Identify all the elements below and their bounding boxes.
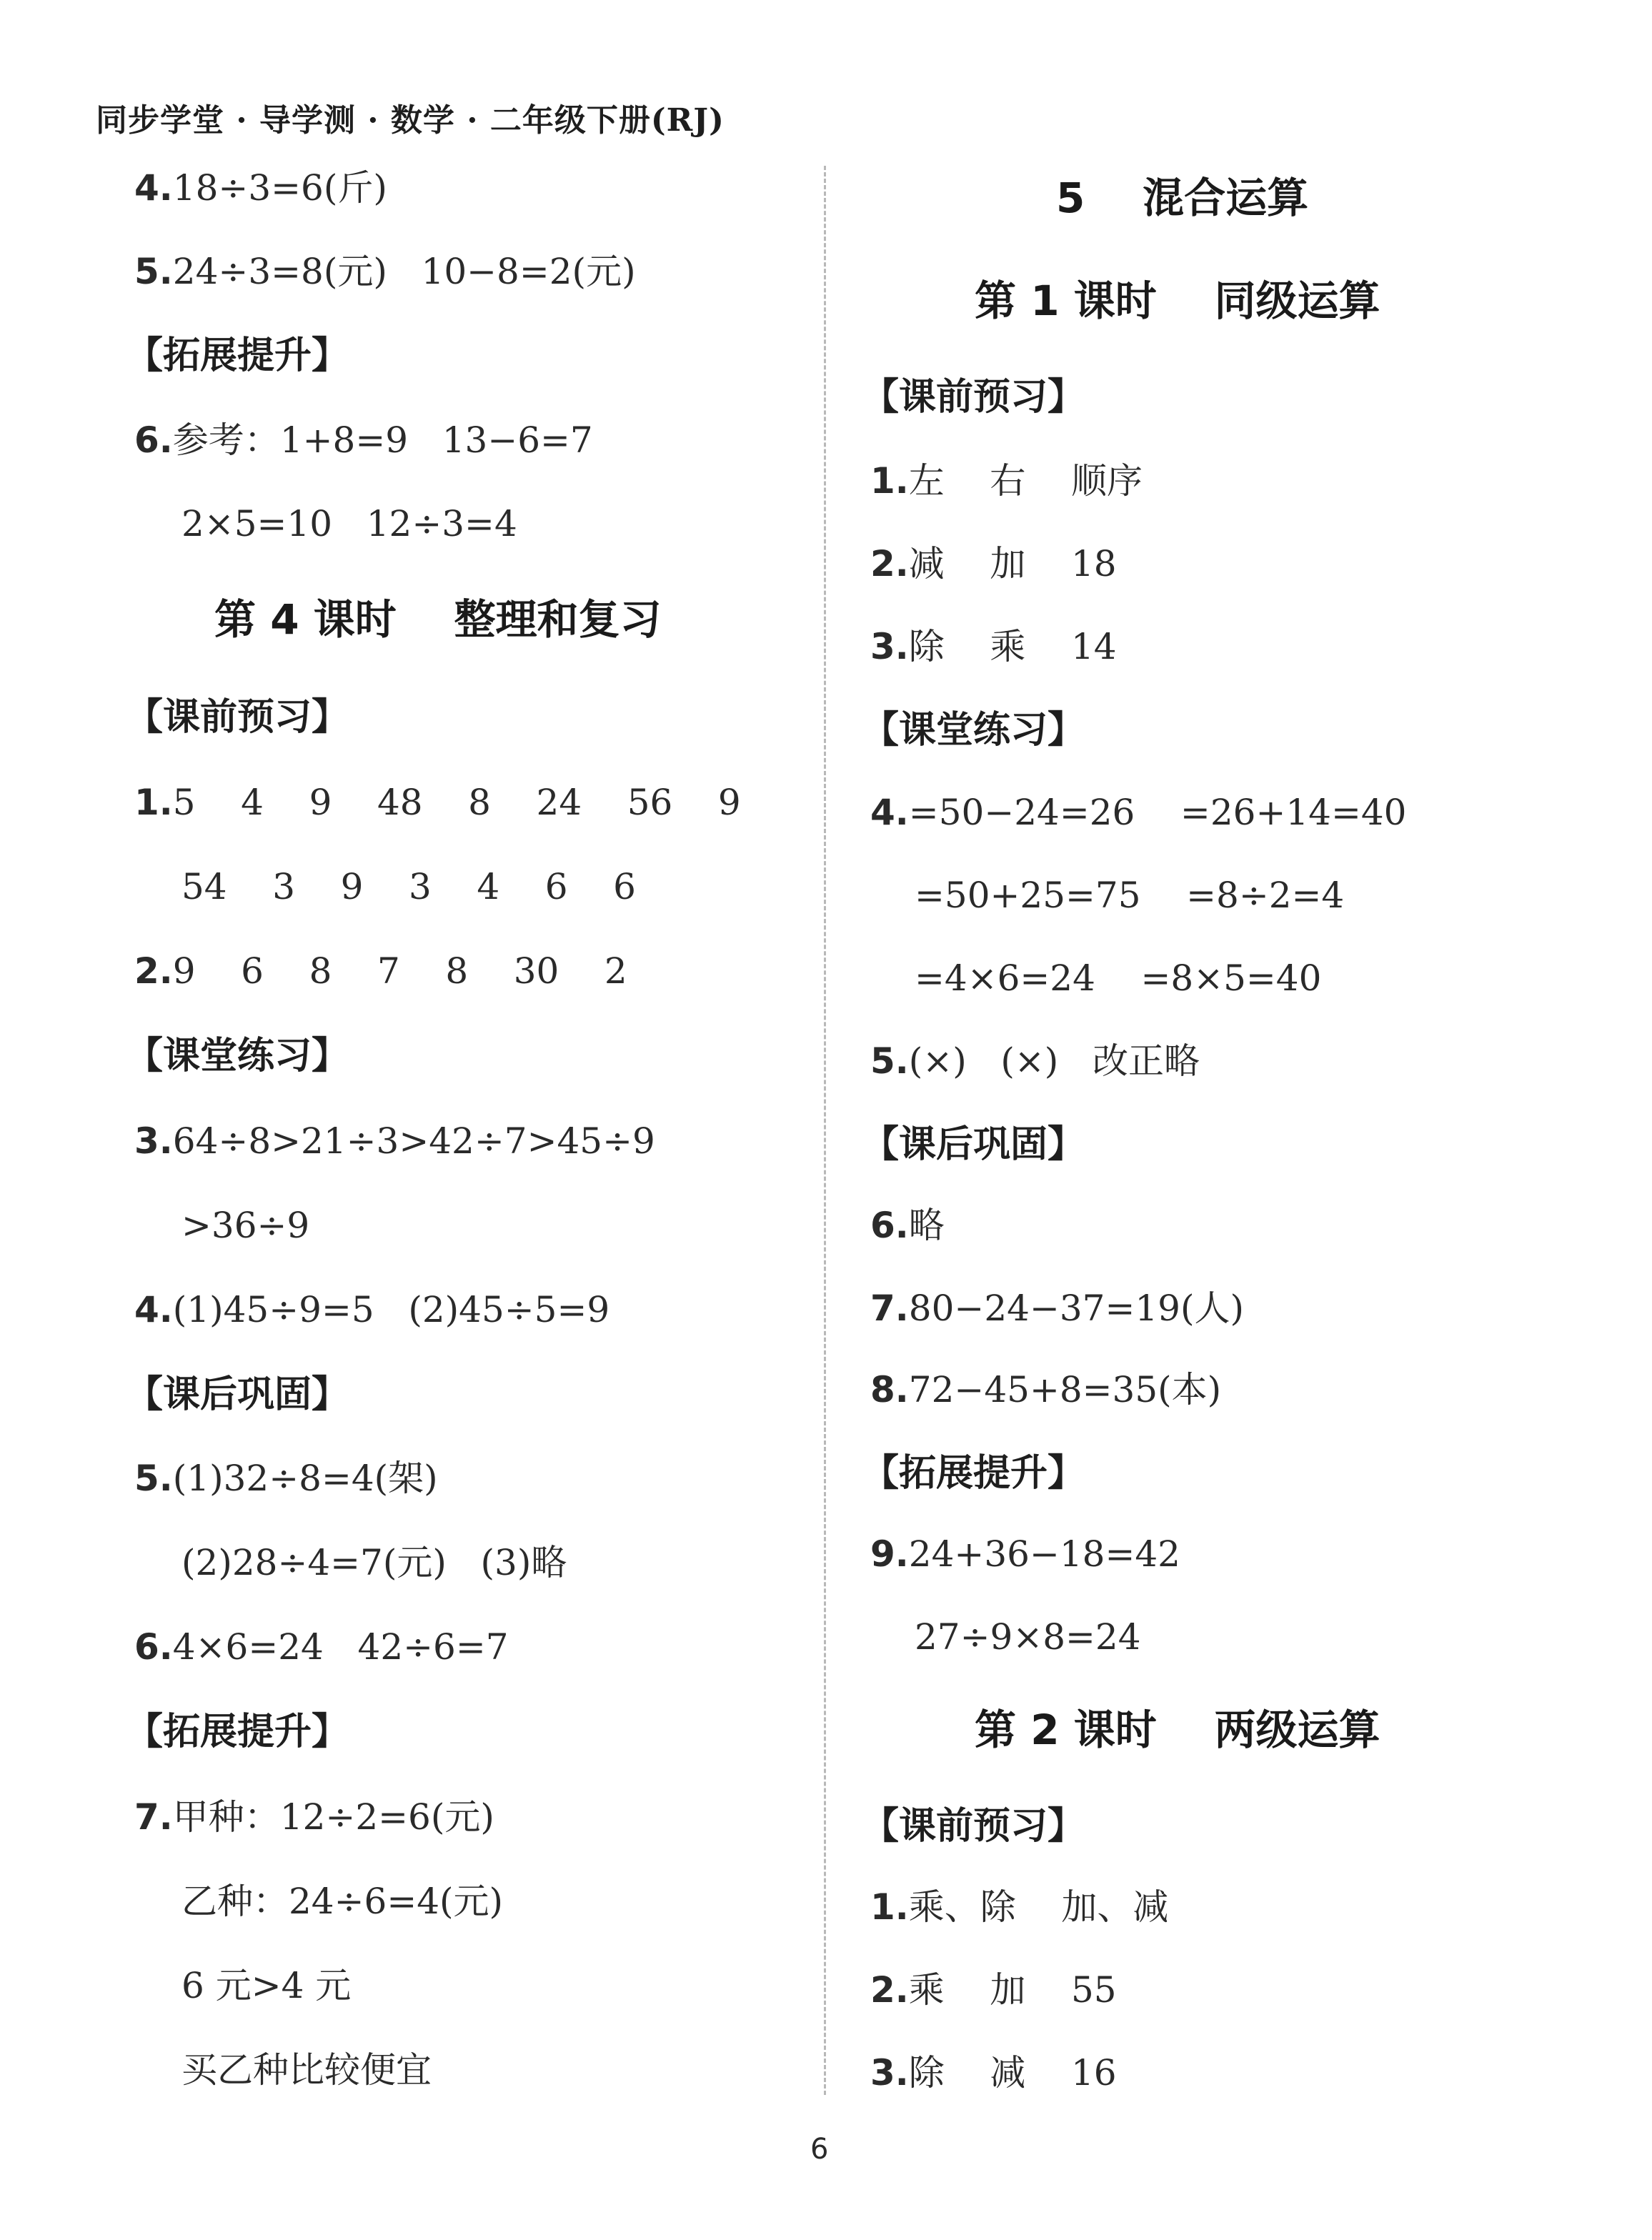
item-number: 4. <box>134 167 173 209</box>
answer-4b <box>134 1289 610 1330</box>
answer-text: (×) (×) 改正略 <box>908 1040 1200 1082</box>
section-heading-kqyx-r: 【课前预习】 <box>862 376 1085 419</box>
item-number: 9. <box>870 1533 909 1575</box>
section-heading-kqyx: 【课前预习】 <box>126 696 349 739</box>
q-answer-2 <box>870 1969 1117 2011</box>
r-answer-4-cont-1: =50+25=75 =8÷2=4 <box>915 875 1345 916</box>
answer-1-cont: 54 3 9 3 4 6 6 <box>181 866 636 907</box>
item-number: 4. <box>134 1289 173 1330</box>
section-heading-tuozhan-r: 【拓展提升】 <box>862 1452 1085 1495</box>
answer-5 <box>134 251 636 292</box>
answer-7-cont-2: 6 元>4 元 <box>181 1965 352 2006</box>
item-number: 6. <box>870 1205 909 1246</box>
answer-1 <box>134 782 741 823</box>
answer-text: 左 右 顺序 <box>908 460 1143 502</box>
answer-text: =50−24=26 =26+14=40 <box>908 792 1407 833</box>
item-number: 3. <box>870 2052 909 2094</box>
answer-text: 18÷3=6(斤) <box>172 167 387 209</box>
item-number: 6. <box>134 1626 173 1668</box>
answer-text: 4×6=24 42÷6=7 <box>172 1626 509 1668</box>
lesson-2-title: 第 2 课时 两级运算 <box>975 1706 1380 1754</box>
section-heading-ktlx: 【课堂练习】 <box>126 1035 349 1077</box>
section-heading-kqyx-r2: 【课前预习】 <box>862 1805 1085 1848</box>
item-number: 1. <box>870 1886 909 1928</box>
answer-text: 参考：1+8=9 13−6=7 <box>172 419 593 461</box>
item-number: 1. <box>870 460 909 502</box>
item-number: 5. <box>134 1458 173 1499</box>
r-answer-7 <box>870 1288 1244 1329</box>
page-header: 同步学堂 · 导学测 · 数学 · 二年级下册(RJ) <box>96 102 725 139</box>
page-number: 6 <box>810 2133 829 2166</box>
answer-text: 9 6 8 7 8 30 2 <box>172 950 627 992</box>
answer-text: 24+36−18=42 <box>908 1533 1180 1575</box>
answer-2 <box>134 950 627 992</box>
answer-text: (1)32÷8=4(架) <box>172 1458 438 1499</box>
answer-6-cont: 2×5=10 12÷3=4 <box>181 503 517 544</box>
lesson-1-title: 第 1 课时 同级运算 <box>975 277 1380 325</box>
section-heading-khgg-r: 【课后巩固】 <box>862 1123 1085 1166</box>
item-number: 8. <box>870 1369 909 1410</box>
item-number: 1. <box>134 782 173 823</box>
item-number: 3. <box>870 626 909 667</box>
r-answer-9-cont: 27÷9×8=24 <box>915 1616 1141 1658</box>
r-answer-1 <box>870 460 1143 502</box>
answer-text: 甲种：12÷2=6(元) <box>172 1796 494 1838</box>
answer-text: 24÷3=8(元) 10−8=2(元) <box>172 251 636 292</box>
answer-text: 乘、除 加、减 <box>908 1886 1169 1928</box>
q-answer-1 <box>870 1886 1169 1928</box>
item-number: 2. <box>134 950 173 992</box>
item-number: 4. <box>870 792 909 833</box>
answer-text: 除 减 16 <box>908 2052 1117 2094</box>
column-divider <box>824 166 826 2095</box>
answer-text: 72−45+8=35(本) <box>908 1369 1222 1410</box>
answer-6 <box>134 419 593 461</box>
answer-7-cont-1: 乙种：24÷6=4(元) <box>181 1881 504 1922</box>
answer-3 <box>134 1120 655 1162</box>
item-number: 2. <box>870 1969 909 2011</box>
r-answer-3 <box>870 626 1117 667</box>
r-answer-5 <box>870 1040 1200 1082</box>
section-heading-ktlx-r: 【课堂练习】 <box>862 709 1085 752</box>
answer-5b-cont: (2)28÷4=7(元) (3)略 <box>181 1542 567 1583</box>
answer-3-cont: >36÷9 <box>181 1205 310 1246</box>
r-answer-6 <box>870 1205 945 1246</box>
r-answer-4-cont-2: =4×6=24 =8×5=40 <box>915 957 1322 999</box>
item-number: 3. <box>134 1120 173 1162</box>
item-number: 5. <box>870 1040 909 1082</box>
answer-text: 减 加 18 <box>908 543 1117 584</box>
item-number: 7. <box>134 1796 173 1838</box>
answer-4 <box>134 167 387 209</box>
r-answer-8 <box>870 1369 1222 1410</box>
r-answer-4 <box>870 792 1407 833</box>
chapter-title: 5 混合运算 <box>1056 174 1309 222</box>
answer-text: (1)45÷9=5 (2)45÷5=9 <box>172 1289 610 1330</box>
item-number: 6. <box>134 419 173 461</box>
section-heading-tuozhan-2: 【拓展提升】 <box>126 1711 349 1753</box>
answer-text: 乘 加 55 <box>908 1969 1117 2011</box>
answer-5b <box>134 1458 438 1499</box>
answer-6b <box>134 1626 509 1668</box>
lesson-4-title: 第 4 课时 整理和复习 <box>214 595 662 644</box>
item-number: 2. <box>870 543 909 584</box>
answer-7-cont-3: 买乙种比较便宜 <box>181 2049 432 2091</box>
section-heading-khgg: 【课后巩固】 <box>126 1373 349 1416</box>
answer-text: 除 乘 14 <box>908 626 1117 667</box>
section-heading-tuozhan: 【拓展提升】 <box>126 334 349 377</box>
item-number: 7. <box>870 1288 909 1329</box>
answer-7 <box>134 1796 494 1838</box>
answer-text: 5 4 9 48 8 24 56 9 <box>172 782 741 823</box>
answer-text: 略 <box>908 1205 945 1246</box>
answer-text: 64÷8>21÷3>42÷7>45÷9 <box>172 1120 655 1162</box>
r-answer-9 <box>870 1533 1180 1575</box>
q-answer-3 <box>870 2052 1117 2094</box>
answer-text: 80−24−37=19(人) <box>908 1288 1244 1329</box>
item-number: 5. <box>134 251 173 292</box>
r-answer-2 <box>870 543 1117 584</box>
